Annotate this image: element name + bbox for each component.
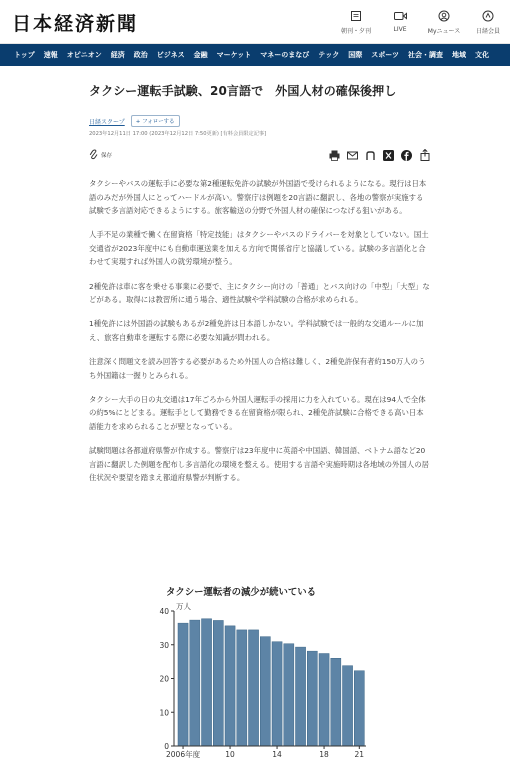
share-icon[interactable] bbox=[419, 150, 430, 161]
nav-item[interactable]: マーケット bbox=[216, 51, 252, 59]
main-nav bbox=[0, 44, 510, 66]
bar bbox=[331, 658, 341, 746]
article-title: タクシー運転手試験、20言語で 外国人材の確保後押し bbox=[89, 84, 397, 98]
nav-item[interactable]: マネーのまなび bbox=[260, 51, 310, 59]
y-tick-label: 10 bbox=[159, 708, 169, 718]
article-paragraph: 2種免許は車に客を乗せる事業に必要で、主にタクシー向けの「普通」とバス向けの「中型」「大型」などがある。取得には教習所に通う場合、適性試験や学科試験の合格が求められる。 bbox=[89, 281, 430, 305]
paper-icon bbox=[334, 8, 378, 24]
bar bbox=[202, 619, 212, 746]
mail-icon[interactable] bbox=[347, 150, 358, 161]
live-label: LIVE bbox=[393, 26, 407, 33]
mynews-button[interactable] bbox=[422, 8, 466, 35]
x-tick-label: 21 bbox=[354, 750, 365, 758]
bar bbox=[225, 626, 235, 746]
article-paragraph: 試験問題は各都道府県警が作成する。警察庁は23年度中に英語や中国語、韓国語、ベトナム語など20言語に翻訳した例題を配布し多言語化の環境を整える。使用する言語や実施時期は各地域の外国人の居住状況や要望を踏まえ都道府県警が判断する。 bbox=[89, 445, 429, 483]
nav-item[interactable]: 経済 bbox=[110, 51, 125, 59]
note-icon[interactable] bbox=[365, 150, 376, 161]
follow-label: フォローする bbox=[142, 119, 175, 125]
member-label: 日経会員 bbox=[475, 28, 500, 35]
nav-item[interactable]: 速報 bbox=[43, 51, 58, 59]
member-button[interactable] bbox=[466, 8, 510, 35]
bar bbox=[272, 642, 282, 746]
plus-icon: + bbox=[135, 119, 141, 125]
bar bbox=[284, 644, 294, 746]
bar bbox=[178, 623, 188, 746]
bar bbox=[190, 620, 200, 746]
nav-item[interactable]: トップ bbox=[14, 51, 35, 59]
nav-item[interactable]: 政治 bbox=[133, 51, 148, 59]
article-paragraph: 注意深く問題文を読み回答する必要があるため外国人の合格は難しく、2種免許保有者約150万人のうち外国籍は一握りとみられる。 bbox=[89, 356, 426, 380]
nav-item[interactable]: 文化 bbox=[474, 51, 489, 59]
header-icons bbox=[334, 8, 510, 35]
y-tick-label: 0 bbox=[164, 742, 169, 751]
paper-button[interactable] bbox=[334, 8, 378, 35]
chart-unit: 万人 bbox=[176, 602, 191, 611]
article bbox=[89, 82, 430, 495]
bar bbox=[260, 637, 270, 746]
bar bbox=[354, 671, 364, 746]
site-header bbox=[0, 0, 510, 44]
article-body bbox=[89, 177, 430, 485]
article-paragraph: タクシーやバスの運転手に必要な第2種運転免許の試験が外国語で受けられるようになる。現行は日本語のみだが外国人にとってハードルが高い。警察庁は例題を20言語に翻訳し、各地の警察が実施する試験で多言語対応できるようにする。旅客輸送の分野で外国人材の確保につなげる狙いがある。 bbox=[89, 179, 427, 216]
y-tick-label: 40 bbox=[159, 607, 169, 616]
article-paragraph: タクシー大手の日の丸交通は17年ごろから外国人運転手の採用に力を入れている。現在は94人で全体の約5%にとどまる。運転手として勤務できる在留資格が限られ、2種免許試験に合格できる高い日本語能力を求められることが壁となっている。 bbox=[89, 394, 426, 431]
article-date: 2023年12月11日 17:00 (2023年12月12日 7:50更新) [有料会員限定記事] bbox=[89, 131, 267, 137]
chart-title: タクシー運転者の減少が続いている bbox=[166, 587, 317, 598]
user-icon bbox=[422, 8, 466, 24]
nav-item[interactable]: スポーツ bbox=[371, 51, 399, 59]
share-bar bbox=[329, 150, 430, 161]
nav-item[interactable]: 社会・調査 bbox=[407, 51, 443, 59]
article-meta bbox=[89, 115, 430, 127]
y-tick-label: 20 bbox=[159, 674, 169, 684]
nav-item[interactable]: オピニオン bbox=[66, 51, 102, 59]
bag-icon bbox=[466, 8, 510, 24]
nav-item[interactable]: 金融 bbox=[193, 51, 208, 59]
paper-label: 朝刊・夕刊 bbox=[340, 28, 371, 35]
save-label: 保存 bbox=[101, 153, 113, 159]
x-tick-label: 14 bbox=[272, 750, 282, 758]
nav-item[interactable]: テック bbox=[318, 51, 340, 59]
live-icon bbox=[378, 8, 422, 24]
nav-item[interactable]: 国際 bbox=[348, 51, 363, 59]
x-tick-label: 10 bbox=[225, 750, 235, 758]
y-tick-label: 30 bbox=[159, 640, 169, 650]
bar bbox=[296, 647, 306, 746]
bar bbox=[213, 620, 223, 746]
x-icon[interactable] bbox=[383, 150, 394, 161]
nav-item[interactable]: 地域 bbox=[451, 51, 466, 59]
bar bbox=[343, 666, 353, 746]
paperclip-icon bbox=[89, 149, 98, 162]
x-tick-label: 18 bbox=[319, 750, 329, 758]
bar bbox=[307, 651, 317, 746]
article-paragraph: 1種免許には外国語の試験もあるが2種免許は日本語しかない。学科試験では一般的な交通ルールに加え、旅客自動車を運転する際に必要な知識が問われる。 bbox=[89, 319, 424, 342]
article-paragraph: 人手不足の業種で働く在留資格「特定技能」はタクシーやバスのドライバーを対象としていない。国土交通省が2023年度中にも自動車運送業を加える方向で関係省庁と協議している。試験の多言語化と合わせて実現すれば外国人の就労環境が整う。 bbox=[89, 230, 429, 267]
article-tools bbox=[89, 148, 430, 162]
save-button[interactable] bbox=[89, 149, 112, 162]
source-link[interactable]: 日経スクープ bbox=[89, 118, 125, 126]
follow-button[interactable] bbox=[131, 115, 180, 127]
print-icon[interactable] bbox=[329, 150, 340, 161]
bar bbox=[319, 654, 329, 746]
x-tick-label: 2006年度 bbox=[166, 750, 201, 758]
site-logo[interactable]: 日本経済新聞 bbox=[12, 13, 139, 35]
live-button[interactable] bbox=[378, 8, 422, 35]
nav-item[interactable]: ビジネス bbox=[156, 51, 185, 59]
chart bbox=[140, 584, 370, 758]
facebook-icon[interactable] bbox=[401, 150, 412, 161]
bar bbox=[237, 630, 247, 746]
chart-plot bbox=[140, 584, 370, 758]
mynews-label: Myニュース bbox=[427, 28, 461, 35]
bar bbox=[249, 630, 259, 746]
